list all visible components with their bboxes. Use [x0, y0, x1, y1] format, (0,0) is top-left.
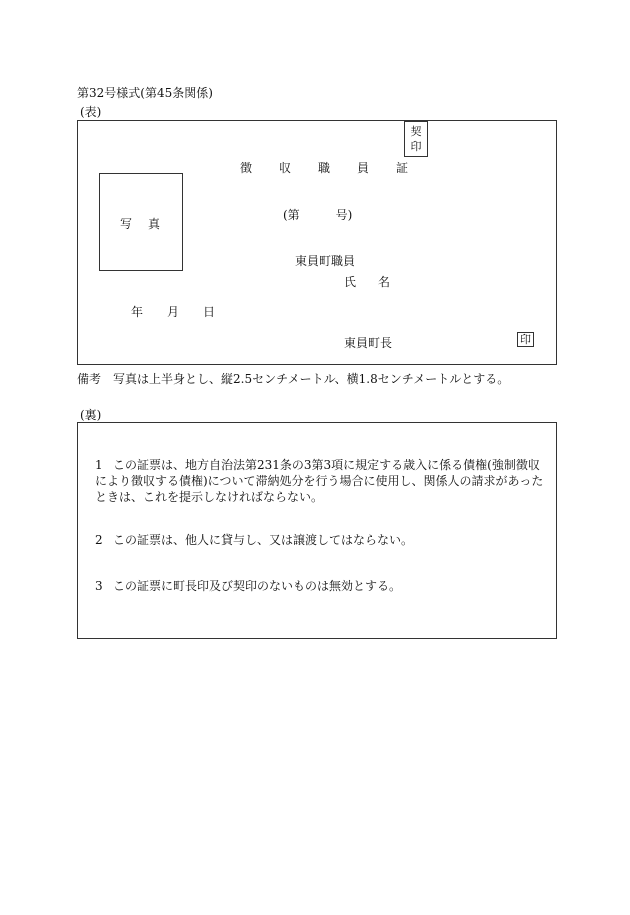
- back-item: [95, 532, 550, 548]
- item-number: 3: [95, 579, 103, 593]
- remarks: 備考 写真は上半身とし、縦2.5センチメートル、横1.8センチメートルとする。: [77, 372, 510, 386]
- item-number: 2: [95, 533, 103, 547]
- item-number: 1: [95, 458, 103, 472]
- tally-seal-label-1: 契: [410, 125, 422, 138]
- issuer: 東員町長: [344, 336, 393, 350]
- item-text: この証票に町長印及び契印のないものは無効とする。: [113, 579, 402, 593]
- staff-affiliation: 東員町職員: [295, 254, 356, 268]
- tally-seal-box: [404, 121, 428, 157]
- back-item: [95, 457, 550, 505]
- tally-seal-label-2: 印: [410, 140, 422, 153]
- photo-label: 写真: [120, 217, 177, 231]
- mayor-stamp: 印: [517, 332, 534, 347]
- item-text: この証票は、他人に貸与し、又は譲渡してはならない。: [113, 533, 414, 547]
- name-label: 氏名: [344, 275, 413, 289]
- front-side-label: (表): [80, 105, 102, 119]
- card-title: 徴収職員証: [240, 161, 436, 175]
- item-text: この証票は、地方自治法第231条の3第3項に規定する歳入に係る債権(強制徴収により徴収する債権)について滞納処分を行う場合に使用し、関係人の請求があったときは、これを提示しなければならない。: [95, 458, 544, 504]
- id-card-back: [77, 422, 557, 639]
- card-number: (第 号): [283, 208, 353, 222]
- back-item: [95, 578, 550, 594]
- issue-date: 年 月 日: [131, 305, 216, 319]
- back-side-label: (裏): [80, 408, 102, 422]
- form-title: 第32号様式(第45条関係): [77, 86, 213, 100]
